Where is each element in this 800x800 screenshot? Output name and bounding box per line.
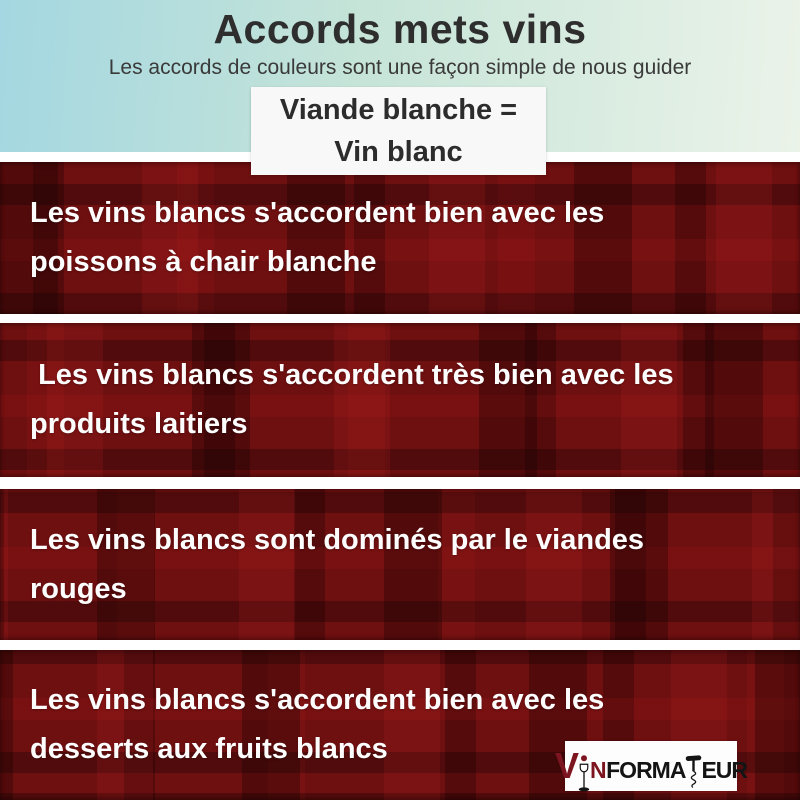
vinformateur-logo — [554, 741, 748, 791]
vinformateur-logo-text — [554, 745, 748, 787]
band-produits-laitiers — [0, 323, 800, 477]
band-text-line: Les vins blancs sont dominés par le viandes — [30, 523, 645, 556]
page-title: Accords mets vins — [213, 6, 587, 52]
logo-letters-forma: FORMA — [606, 757, 686, 784]
page-subtitle: Les accords de couleurs sont une façon simple de nous guider — [108, 56, 692, 79]
pairing-box-line-1: Viande blanche = — [279, 94, 518, 126]
logo-letter-v: V — [554, 745, 579, 787]
logo-letter-n: N — [590, 757, 607, 784]
pairing-box — [251, 87, 546, 175]
band-text-line: Les vins blancs s'accordent bien avec les — [30, 197, 605, 229]
band-text-line: Les vins blancs s'accordent bien avec les — [30, 684, 605, 716]
band-text-line: poissons à chair blanche — [30, 246, 377, 278]
wine-glass-icon — [578, 752, 590, 796]
corkscrew-icon — [685, 750, 702, 794]
band-text-line: desserts aux fruits blancs — [30, 733, 388, 765]
band-viandes-rouges — [0, 489, 800, 640]
band-text-line: produits laitiers — [30, 408, 248, 440]
band-poissons — [0, 162, 800, 314]
band-text-line: rouges — [30, 572, 127, 605]
band-text-line: Les vins blancs s'accordent très bien avec les — [30, 359, 674, 391]
pairing-box-line-2: Vin blanc — [334, 136, 463, 168]
logo-letters-eur: EUR — [701, 757, 748, 784]
